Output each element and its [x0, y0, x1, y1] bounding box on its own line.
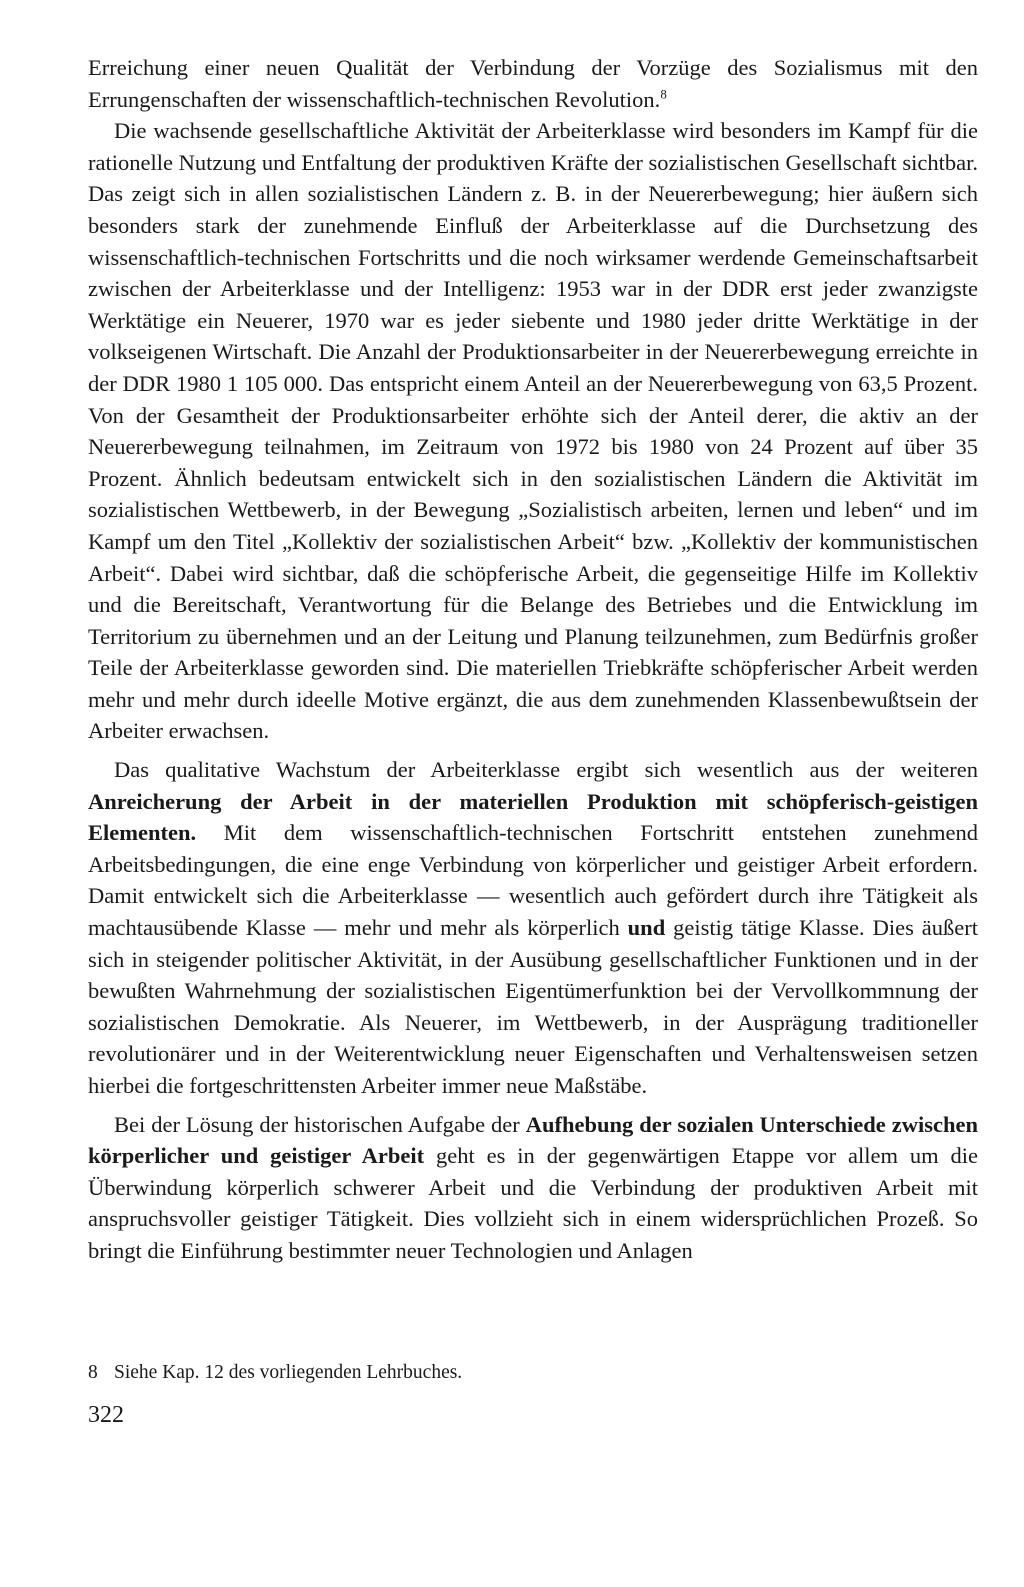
- paragraph-1-text: Erreichung einer neuen Qualität der Verbindung der Vorzüge des Sozialismus mit den Errungenschaften der wissenschaftlich-technischen Revolution.: [88, 55, 978, 112]
- paragraph-2-text: Die wachsende gesellschaftliche Aktivität der Arbeiterklasse wird besonders im Kampf für die rationelle Nutzung und Entfaltung der produktiven Kräfte der sozialistischen Gesellschaft sichtbar. Das zeigt sich in allen sozialistischen Ländern z. B. in der Neuererbewegung; hier äußern sich besonders stark der zunehmende Einfluß der Arbeiterklasse auf die Durchsetzung des wissenschaftlich-technischen Fortschritts und die noch wirksamer werdende Gemeinschaftsarbeit zwischen der Arbeiterklasse und der Intelligenz: 1953 war in der DDR erst jeder zwanzigste Werktätige ein Neuerer, 1970 war es jeder siebente und 1980 jeder dritte Werktätige in der volkseigenen Wirtschaft. Die Anzahl der Produktionsarbeiter in der Neuererbewegung erreichte in der DDR 1980 1 105 000. Das entspricht einem Anteil an der Neuererbewegung von 63,5 Prozent. Von der Gesamtheit der Produktionsarbeiter erhöhte sich der Anteil derer, die aktiv an der Neuererbewegung teilnahmen, im Zeitraum von 1972 bis 1980 von 24 Prozent auf über 35 Prozent. Ähnlich bedeutsam entwickelt sich in den sozialistischen Ländern die Aktivität im sozialistischen Wettbewerb, in der Bewegung „Sozialistisch arbeiten, lernen und leben“ und im Kampf um den Titel „Kollektiv der sozialistischen Arbeit“ bzw. „Kollektiv der kommunistischen Arbeit“. Dabei wird sichtbar, daß die schöpferische Arbeit, die gegenseitige Hilfe im Kollektiv und die Bereitschaft, Verantwortung für die Belange des Betriebes und die Entwicklung im Territorium zu übernehmen und an der Leitung und Planung teilzunehmen, zum Bedürfnis großer Teile der Arbeiterklasse geworden sind. Die materiellen Triebkräfte schöpferischer Arbeit werden mehr und mehr durch ideelle Motive ergänzt, die aus dem zunehmenden Klassenbewußtsein der Arbeiter erwachsen.: [88, 118, 978, 744]
- paragraph-3-text-a: Das qualitative Wachstum der Arbeiterklasse ergibt sich wesentlich aus der weiteren: [114, 757, 978, 783]
- paragraph-4-text-b: geht es in der gegenwärtigen Etappe vor allem um die Überwindung körperlich schwerer Arbeit und die Verbindung der produktiven Arbeit mit anspruchsvoller geistiger Tätigkeit. Dies vollzieht sich in einem widersprüchlichen Prozeß. So bringt die Einführung bestimmter neuer Technologien und Anlagen: [88, 1143, 978, 1263]
- paragraph-1: [88, 52, 978, 115]
- page-body: [88, 52, 978, 1267]
- footnote: [88, 1362, 462, 1384]
- footnote-text: Siehe Kap. 12 des vorliegenden Lehrbuches.: [114, 1362, 463, 1383]
- paragraph-3-text-c: geistig tätige Klasse. Dies äußert sich in steigender politischer Aktivität, in der Ausübung gesellschaftlicher Funktionen und in der bewußten Wahrnehmung der sozialistischen Eigentümerfunktion bei der Vervollkommnung der sozialistischen Demokratie. Als Neuerer, im Wettbewerb, in der Ausprägung traditioneller revolutionärer und in der Weiterentwicklung neuer Eigenschaften und Verhaltensweisen setzen hierbei die fortgeschrittensten Arbeiter immer neue Maßstäbe.: [88, 915, 978, 1098]
- paragraph-4: [88, 1109, 978, 1267]
- paragraph-3-emphasis-b: und: [627, 915, 666, 941]
- paragraph-3-text-b: Mit dem wissenschaftlich-technischen Fortschritt entstehen zunehmend Arbeitsbedingungen, die eine enge Verbindung von körperlicher und geistiger Arbeit erfordern. Damit entwickelt sich die Arbeiterklasse — wesentlich auch gefördert durch ihre Tätigkeit als machtausübende Klasse — mehr und mehr als körperlich: [88, 820, 978, 941]
- paragraph-3-emphasis-a: Anreicherung der Arbeit in der materiellen Produktion mit schöpferisch-geistigen Elementen.: [88, 788, 978, 846]
- paragraph-4-emphasis: Aufhebung der sozialen Unterschiede zwischen körperlicher und geistiger Arbeit: [88, 1111, 978, 1169]
- page-number: 322: [88, 1402, 124, 1428]
- paragraph-4-text-a: Bei der Lösung der historischen Aufgabe der: [114, 1111, 526, 1137]
- footnote-number: 8: [88, 1362, 98, 1383]
- paragraph-3: [88, 754, 978, 1102]
- footnote-reference: 8: [660, 86, 667, 102]
- paragraph-2: [88, 115, 978, 747]
